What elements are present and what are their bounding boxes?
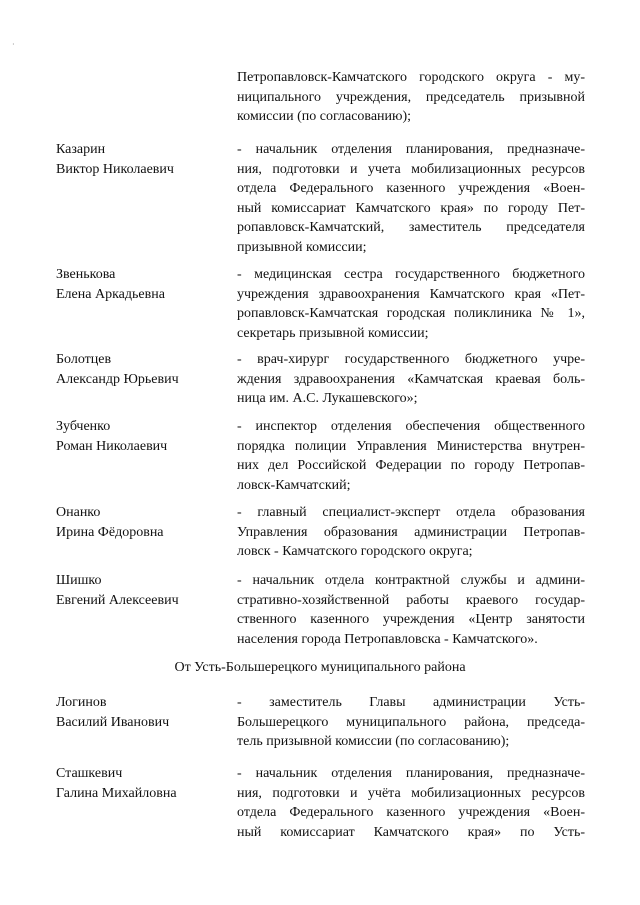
member-surname: Логинов bbox=[56, 695, 107, 710]
member-name bbox=[56, 350, 226, 389]
member-description: - начальник отделения планирования, предназначе- ния, подготовки и учета мобилизационных ресурсов отдела Федерального казенного учреждения «Воен- ный комиссариат Камчатского края» по городу Пет- ропавловск-Камчатский, заместитель председателя призывной комиссии; bbox=[237, 142, 585, 255]
member-given-name: Виктор Николаевич bbox=[56, 161, 174, 177]
member-given-name: Евгений Алексеевич bbox=[56, 592, 179, 608]
member-given-name: Василий Иванович bbox=[56, 714, 170, 730]
member-description: - заместитель Главы администрации Усть- Большерецкого муниципального района, председа- тель призывной комиссии (по согласованию); bbox=[237, 695, 585, 749]
member-surname: Зубченко bbox=[56, 419, 111, 434]
member-given-name: Роман Николаевич bbox=[56, 438, 168, 454]
member-surname: Шишко bbox=[56, 573, 102, 588]
member-surname: Звенькова bbox=[56, 267, 116, 282]
member-description: - начальник отделения планирования, предназначе- ния, подготовки и учёта мобилизационных ресурсов отдела Федерального казенного учреждения «Воен- ный комиссариат Камчатского края» по Усть- bbox=[237, 766, 585, 840]
member-name bbox=[56, 265, 226, 304]
member-name bbox=[56, 693, 226, 732]
member-given-name: Галина Михайловна bbox=[56, 785, 177, 801]
member-surname: Болотцев bbox=[56, 352, 112, 367]
member-given-name: Ирина Фёдоровна bbox=[56, 524, 164, 540]
member-name bbox=[56, 571, 226, 610]
member-description: - начальник отдела контрактной службы и админи- стративно-хозяйственной работы краевого государ- ственного казенного учреждения «Центр занятости населения города Петропавловска - Камчатского». bbox=[237, 573, 585, 647]
member-surname: Онанко bbox=[56, 505, 101, 520]
member-description: - врач-хирург государственного бюджетного учре- ждения здравоохранения «Камчатская краевая боль- ница им. А.С. Лукашевского»; bbox=[237, 352, 585, 406]
member-name bbox=[56, 140, 226, 179]
member-name bbox=[56, 417, 226, 456]
member-description: - главный специалист-эксперт отдела образования Управления образования администрации Петропав- ловск - Камчатского городского округа; bbox=[237, 505, 585, 559]
member-name bbox=[56, 764, 226, 803]
member-description: - инспектор отделения обеспечения общественного порядка полиции Управления Министерства внутрен- них дел Российской Федерации по городу Петропав- ловск-Камчатский; bbox=[237, 419, 585, 493]
member-name bbox=[56, 503, 226, 542]
member-description: - медицинская сестра государственного бюджетного учреждения здравоохранения Камчатского края «Пет- ропавловск-Камчатская городская поликлиника № 1», секретарь призывной комиссии; bbox=[237, 267, 585, 341]
member-surname: Казарин bbox=[56, 142, 106, 157]
member-surname: Сташкевич bbox=[56, 766, 123, 781]
section-heading: От Усть-Большерецкого муниципального района bbox=[174, 660, 466, 675]
member-given-name: Елена Аркадьевна bbox=[56, 286, 165, 302]
intro-description: Петропавловск-Камчатского городского округа - му- ниципального учреждения, председатель призывной комиссии (по согласованию); bbox=[237, 70, 585, 124]
member-given-name: Александр Юрьевич bbox=[56, 371, 179, 387]
scan-mark: · bbox=[12, 40, 15, 49]
